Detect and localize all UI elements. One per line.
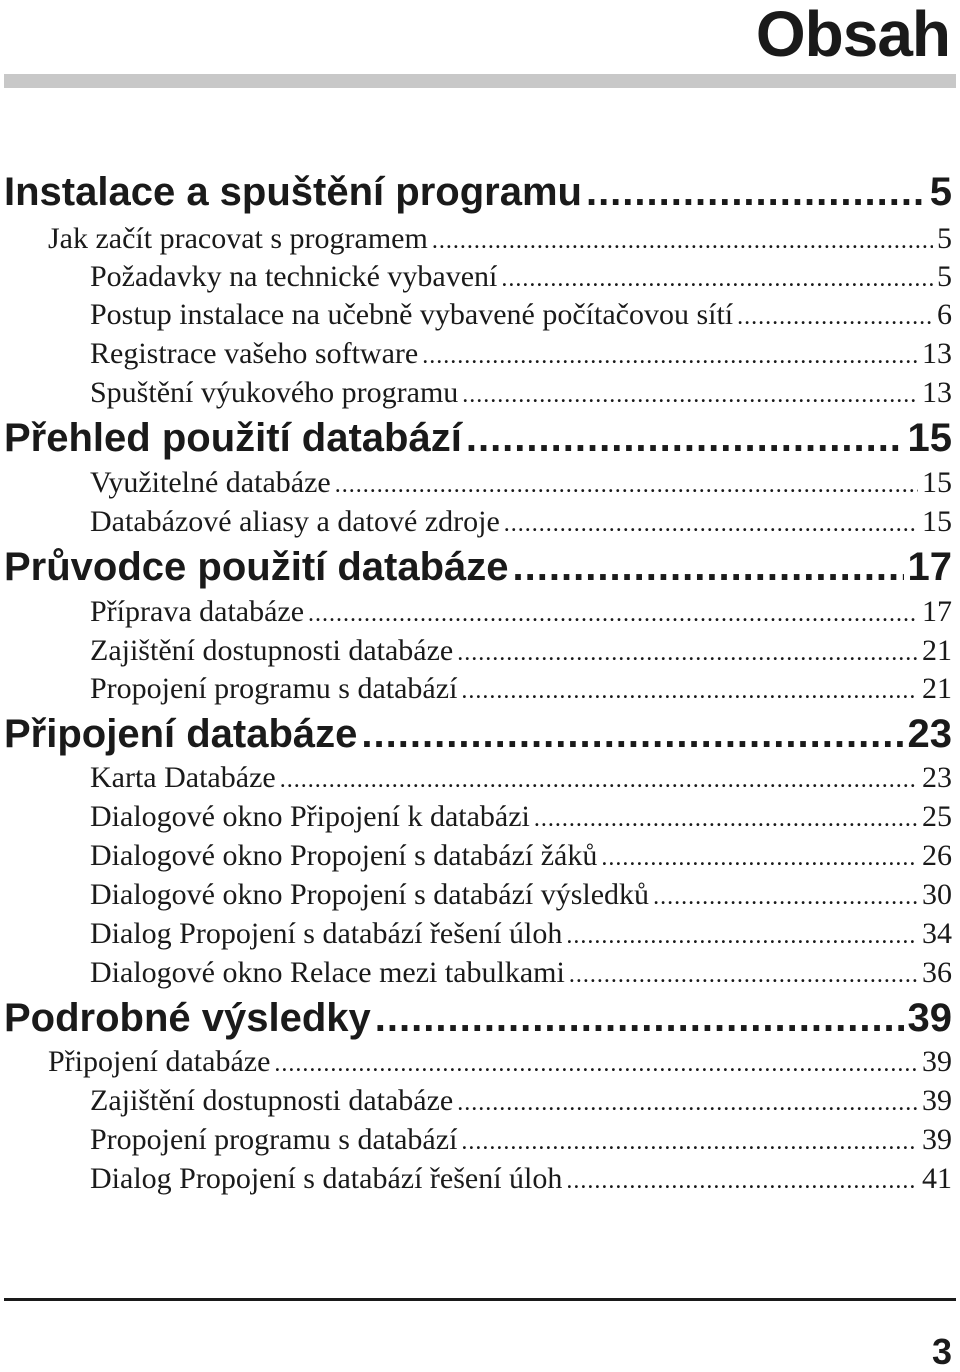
dot-leader — [566, 919, 918, 953]
toc-entry-label: Podrobné výsledky — [4, 996, 371, 1040]
dot-leader — [274, 1047, 918, 1081]
page-title: Obsah — [755, 0, 950, 70]
toc-entry-label: Registrace vašeho software — [90, 337, 419, 370]
toc-entry-label: Přehled použití databází — [4, 416, 462, 460]
toc-entry-page: 36 — [922, 956, 952, 989]
toc-entry-label: Požadavky na technické vybavení — [90, 260, 498, 293]
dot-leader — [504, 507, 918, 541]
toc-entry — [0, 505, 952, 541]
toc-entry — [0, 1084, 952, 1120]
dot-leader — [513, 545, 904, 589]
dot-leader — [501, 262, 933, 296]
toc-entry-page: 5 — [937, 222, 952, 255]
toc-entry-page: 5 — [929, 170, 952, 214]
toc-entry — [0, 466, 952, 502]
toc-entry — [0, 222, 952, 258]
dot-leader — [422, 339, 918, 373]
toc-entry-label: Připojení databáze — [48, 1045, 271, 1078]
dot-leader — [308, 597, 918, 631]
toc-entry — [0, 996, 952, 1040]
toc-entry — [0, 672, 952, 708]
toc-entry-label: Spuštění výukového programu — [90, 376, 459, 409]
toc-entry-label: Průvodce použití databáze — [4, 545, 509, 589]
toc-entry — [0, 376, 952, 412]
toc-entry-label: Dialogové okno Relace mezi tabulkami — [90, 956, 565, 989]
dot-leader — [457, 636, 918, 670]
dot-leader — [534, 802, 918, 836]
dot-leader — [653, 880, 918, 914]
toc-entry — [0, 800, 952, 836]
toc-entry-page: 23 — [907, 712, 952, 756]
toc-entry — [0, 878, 952, 914]
toc-entry-label: Instalace a spuštění programu — [4, 170, 582, 214]
dot-leader — [737, 300, 933, 334]
toc-entry-page: 15 — [922, 466, 952, 499]
toc-entry-page: 25 — [922, 800, 952, 833]
toc-entry-page: 39 — [907, 996, 952, 1040]
toc-entry-page: 41 — [922, 1162, 952, 1195]
toc-entry — [0, 260, 952, 296]
toc-entry-label: Využitelné databáze — [90, 466, 331, 499]
toc-entry-label: Propojení programu s databází — [90, 1123, 458, 1156]
toc-entry-page: 21 — [922, 634, 952, 667]
toc-entry-page: 17 — [907, 545, 952, 589]
page-number: 3 — [931, 1331, 952, 1372]
toc-entry — [0, 1162, 952, 1198]
toc-entry — [0, 634, 952, 670]
dot-leader — [466, 416, 904, 460]
toc-entry — [0, 416, 952, 460]
dot-leader — [601, 841, 918, 875]
toc-entry-page: 21 — [922, 672, 952, 705]
toc-entry — [0, 712, 952, 756]
dot-leader — [586, 170, 926, 214]
toc-entry — [0, 545, 952, 589]
toc-entry-label: Příprava databáze — [90, 595, 305, 628]
dot-leader — [335, 468, 918, 502]
toc-entry-page: 13 — [922, 337, 952, 370]
dot-leader — [462, 378, 918, 412]
toc-entry-label: Zajištění dostupnosti databáze — [90, 1084, 454, 1117]
dot-leader — [457, 1086, 918, 1120]
toc-entry-label: Karta Databáze — [90, 761, 276, 794]
toc-entry-page: 13 — [922, 376, 952, 409]
toc-entry — [0, 917, 952, 953]
toc-entry-page: 39 — [922, 1123, 952, 1156]
dot-leader — [361, 712, 903, 756]
toc-entry-page: 34 — [922, 917, 952, 950]
toc-entry-label: Jak začít pracovat s programem — [48, 222, 428, 255]
toc-entry-page: 23 — [922, 761, 952, 794]
toc-entry — [0, 595, 952, 631]
toc-entry-label: Připojení databáze — [4, 712, 358, 756]
toc-entry — [0, 761, 952, 797]
toc-entry-label: Dialog Propojení s databází řešení úloh — [90, 917, 563, 950]
toc-entry-page: 30 — [922, 878, 952, 911]
title-rule — [4, 74, 956, 88]
toc-entry-page: 15 — [907, 416, 952, 460]
toc-entry-label: Dialogové okno Propojení s databází výsledků — [90, 878, 650, 911]
toc-entry-page: 5 — [937, 260, 952, 293]
dot-leader — [280, 763, 918, 797]
toc-entry-label: Databázové aliasy a datové zdroje — [90, 505, 500, 538]
dot-leader — [566, 1164, 918, 1198]
toc-entry-label: Propojení programu s databází — [90, 672, 458, 705]
toc-entry-label: Dialogové okno Propojení s databází žáků — [90, 839, 598, 872]
toc-entry-page: 39 — [922, 1045, 952, 1078]
toc-entry-label: Dialog Propojení s databází řešení úloh — [90, 1162, 563, 1195]
toc-entry — [0, 839, 952, 875]
footer-rule — [4, 1298, 956, 1301]
dot-leader — [461, 1125, 918, 1159]
dot-leader — [461, 674, 918, 708]
toc-entry — [0, 337, 952, 373]
dot-leader — [569, 958, 918, 992]
toc-entry-page: 15 — [922, 505, 952, 538]
toc-entry — [0, 956, 952, 992]
toc-entry-page: 39 — [922, 1084, 952, 1117]
dot-leader — [375, 996, 904, 1040]
toc-entry — [0, 298, 952, 334]
toc-entry — [0, 1123, 952, 1159]
toc-entry-label: Dialogové okno Připojení k databázi — [90, 800, 530, 833]
dot-leader — [432, 224, 933, 258]
toc-entry-page: 6 — [937, 298, 952, 331]
toc-entry-label: Zajištění dostupnosti databáze — [90, 634, 454, 667]
toc-entry-page: 17 — [922, 595, 952, 628]
toc-entry-label: Postup instalace na učebně vybavené počítačovou sítí — [90, 298, 734, 331]
toc-entry — [0, 170, 952, 214]
toc-entry — [0, 1045, 952, 1081]
toc-entry-page: 26 — [922, 839, 952, 872]
